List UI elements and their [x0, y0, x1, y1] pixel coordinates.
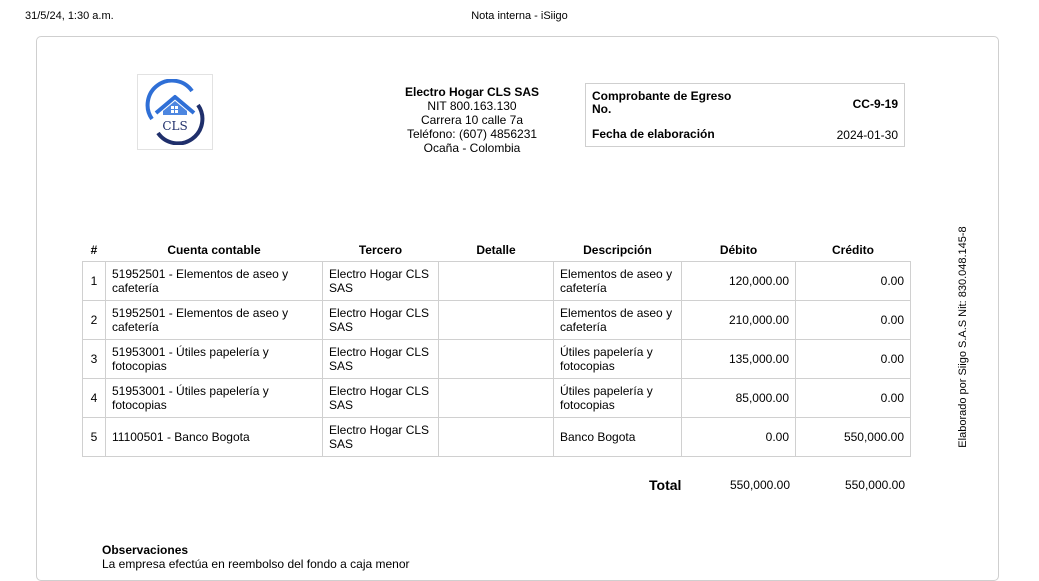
row-account: 51953001 - Útiles papelería y fotocopias [106, 340, 323, 379]
row-detail [439, 262, 554, 301]
row-account: 51952501 - Elementos de aseo y cafetería [106, 262, 323, 301]
col-header-description: Descripción [583, 243, 652, 257]
row-credit: 0.00 [796, 301, 911, 340]
row-third-party: Electro Hogar CLS SAS [323, 418, 439, 457]
table-row [83, 340, 911, 379]
col-header-credit: Crédito [832, 243, 874, 257]
row-description: Banco Bogota [554, 418, 682, 457]
row-third-party: Electro Hogar CLS SAS [323, 262, 439, 301]
company-logo [137, 74, 213, 150]
row-third-party: Electro Hogar CLS SAS [323, 340, 439, 379]
row-debit: 135,000.00 [682, 340, 796, 379]
row-third-party: Electro Hogar CLS SAS [323, 301, 439, 340]
col-header-account: Cuenta contable [167, 243, 261, 257]
voucher-number: CC-9-19 [852, 97, 898, 111]
row-detail [439, 379, 554, 418]
side-credit-text: Elaborado por Siigo S.A.S Nit: 830.048.145-8 [957, 226, 969, 448]
print-date: 31/5/24, 1:30 a.m. [25, 10, 114, 22]
observations-text: La empresa efectúa en reembolso del fondo a caja menor [102, 557, 410, 571]
row-credit: 0.00 [796, 262, 911, 301]
row-detail [439, 418, 554, 457]
company-city: Ocaña - Colombia [423, 141, 521, 155]
voucher-type: Comprobante de Egreso [592, 89, 732, 103]
row-number: 4 [83, 379, 106, 418]
table-row [83, 418, 911, 457]
row-description: Útiles papelería y fotocopias [554, 379, 682, 418]
company-info [369, 85, 575, 155]
row-description: Elementos de aseo y cafetería [554, 262, 682, 301]
col-header-third-party: Tercero [358, 243, 403, 257]
row-debit: 0.00 [682, 418, 796, 457]
print-title: Nota interna - iSiigo [471, 10, 568, 22]
row-description: Elementos de aseo y cafetería [554, 301, 682, 340]
total-credit: 550,000.00 [844, 478, 905, 492]
row-account: 51953001 - Útiles papelería y fotocopias [106, 379, 323, 418]
company-phone: Teléfono: (607) 4856231 [406, 127, 538, 141]
row-debit: 85,000.00 [682, 379, 796, 418]
row-detail [439, 340, 554, 379]
company-nit: NIT 800.163.130 [427, 99, 517, 113]
row-detail [439, 301, 554, 340]
row-number: 2 [83, 301, 106, 340]
voucher-no-label: No. [592, 102, 612, 116]
row-credit: 550,000.00 [796, 418, 911, 457]
row-number: 5 [83, 418, 106, 457]
entries-table [82, 239, 910, 457]
row-third-party: Electro Hogar CLS SAS [323, 379, 439, 418]
col-header-detail: Detalle [476, 243, 516, 257]
table-header-row [83, 239, 911, 262]
company-address: Carrera 10 calle 7a [420, 113, 524, 127]
row-debit: 210,000.00 [682, 301, 796, 340]
voucher-type-label [592, 90, 762, 116]
table-row [83, 301, 911, 340]
house-logo-icon [142, 79, 208, 145]
total-debit: 550,000.00 [729, 478, 790, 492]
col-header-debit: Débito [719, 243, 758, 257]
voucher-box [585, 83, 905, 147]
row-description: Útiles papelería y fotocopias [554, 340, 682, 379]
row-account: 51952501 - Elementos de aseo y cafetería [106, 301, 323, 340]
row-debit: 120,000.00 [682, 262, 796, 301]
voucher-date: 2024-01-30 [836, 128, 898, 142]
row-account: 11100501 - Banco Bogota [106, 418, 323, 457]
company-name: Electro Hogar CLS SAS [404, 85, 540, 99]
logo-text: CLS [162, 119, 188, 133]
row-credit: 0.00 [796, 340, 911, 379]
col-header-number: # [90, 243, 98, 257]
voucher-date-label: Fecha de elaboración [592, 127, 715, 141]
observations-title: Observaciones [102, 543, 189, 557]
total-label: Total [649, 477, 682, 493]
document-sheet [36, 36, 999, 581]
row-number: 1 [83, 262, 106, 301]
table-row [83, 262, 911, 301]
table-row [83, 379, 911, 418]
row-number: 3 [83, 340, 106, 379]
row-credit: 0.00 [796, 379, 911, 418]
